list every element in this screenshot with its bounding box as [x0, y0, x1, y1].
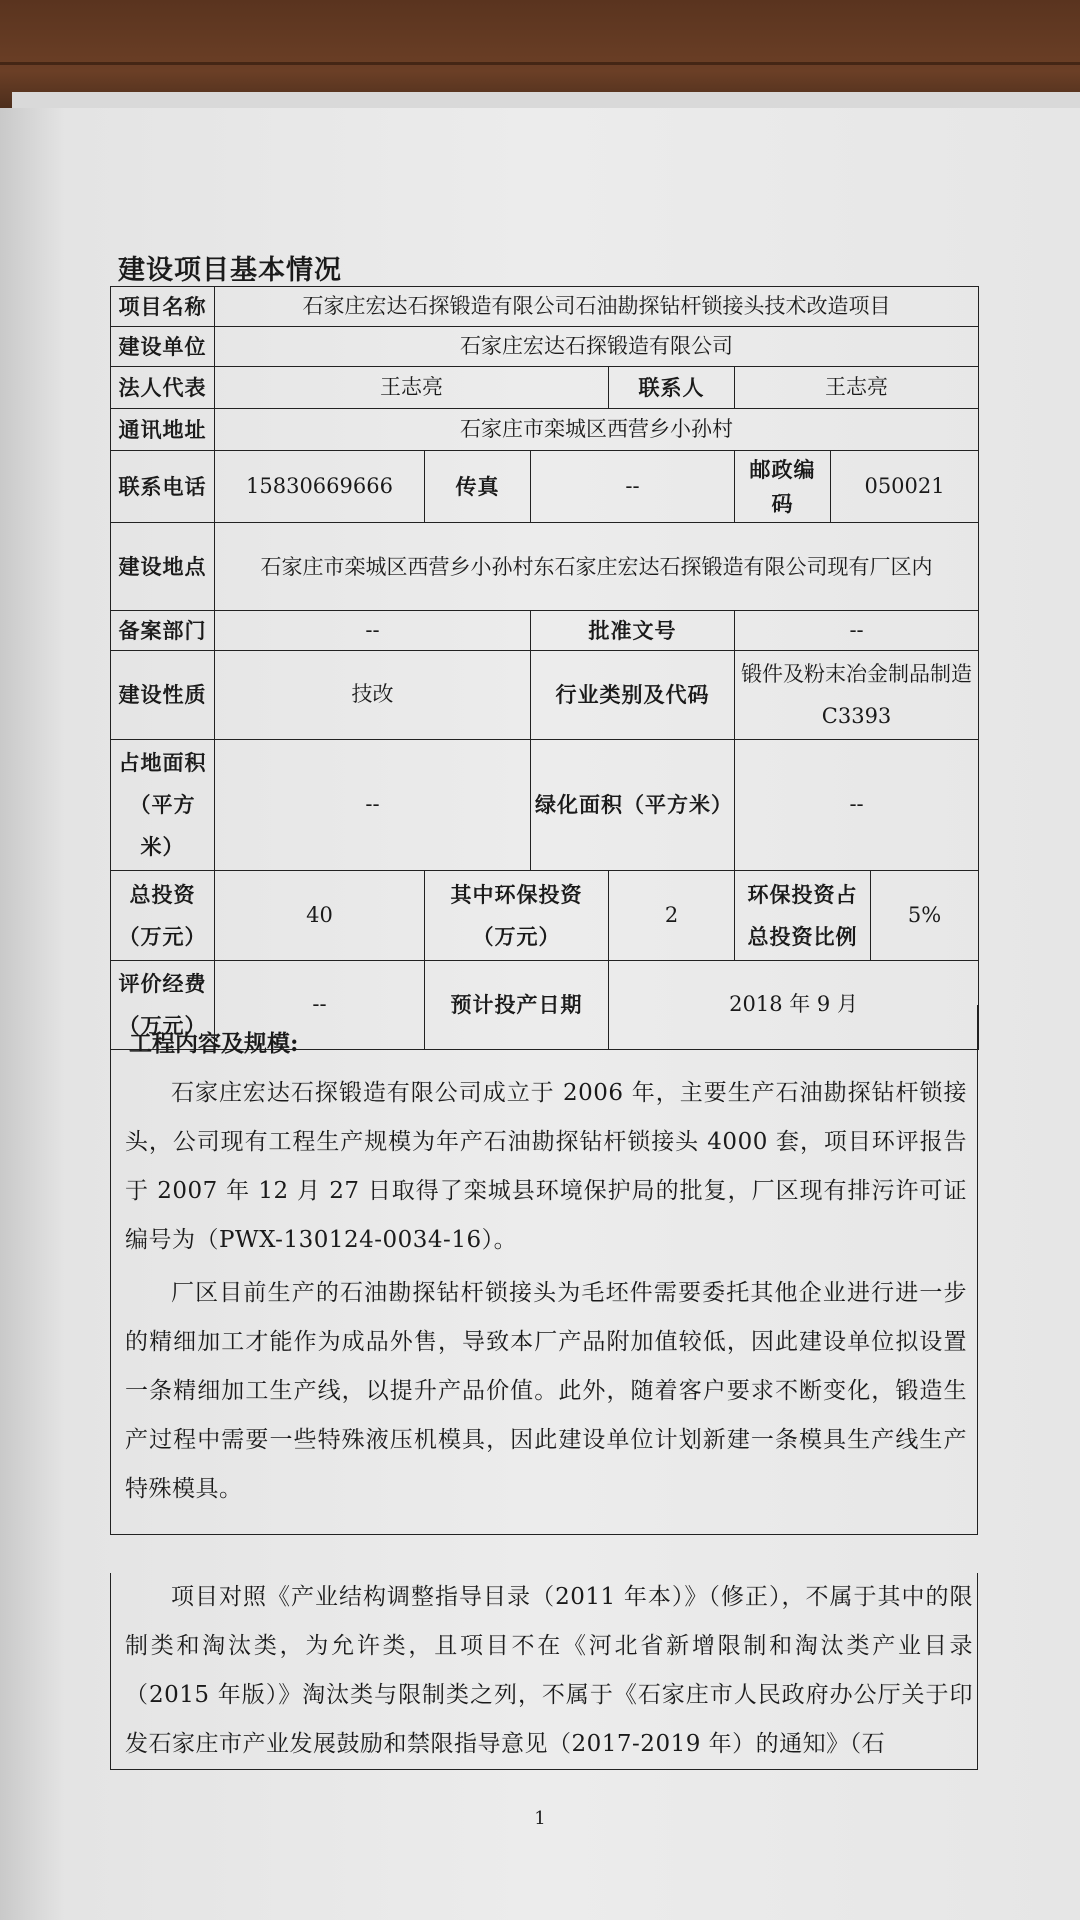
project-name-value: 石家庄宏达石探锻造有限公司石油勘探钻杆锁接头技术改造项目 — [215, 287, 979, 327]
project-content-box — [110, 1005, 978, 1535]
project-info-table — [110, 286, 979, 1050]
content-paragraph-1: 石家庄宏达石探锻造有限公司成立于 2006 年，主要生产石油勘探钻杆锁接头，公司现有工程生产规模为年产石油勘探钻杆锁接头 4000 套，项目环评报告于 2007 年 12 月 27 日取得了栾城县环境保护局的批复，厂区现有排污许可证编号为（PWX-130124-0034-16）。 — [125, 1080, 967, 1253]
address-label: 通讯地址 — [111, 409, 215, 451]
nature-value: 技改 — [215, 651, 531, 740]
section-title: 建设项目基本情况 — [118, 255, 342, 286]
industry-label: 行业类别及代码 — [531, 651, 735, 740]
approval-no-label: 批准文号 — [531, 611, 735, 651]
env-ratio-label: 环保投资占总投资比例 — [735, 871, 871, 961]
green-area-value: -- — [735, 740, 979, 871]
total-invest-label: 总投资（万元） — [111, 871, 215, 961]
nature-label: 建设性质 — [111, 651, 215, 740]
record-dept-label: 备案部门 — [111, 611, 215, 651]
record-dept-value: -- — [215, 611, 531, 651]
builder-label: 建设单位 — [111, 327, 215, 367]
green-area-label: 绿化面积（平方米） — [531, 740, 735, 871]
legal-rep-value: 王志亮 — [215, 367, 609, 409]
content-heading: 工程内容及规模: — [129, 1030, 299, 1057]
fax-value: -- — [531, 451, 735, 523]
builder-value: 石家庄宏达石探锻造有限公司 — [215, 327, 979, 367]
start-date-value: 2018 年 9 月 — [609, 961, 979, 1050]
phone-label: 联系电话 — [111, 451, 215, 523]
phone-value: 15830669666 — [215, 451, 425, 523]
start-date-label: 预计投产日期 — [425, 961, 609, 1050]
env-ratio-value: 5% — [871, 871, 979, 961]
postcode-value: 050021 — [831, 451, 979, 523]
land-area-value: -- — [215, 740, 531, 871]
postcode-label: 邮政编码 — [735, 451, 831, 523]
env-invest-value: 2 — [609, 871, 735, 961]
site-value: 石家庄市栾城区西营乡小孙村东石家庄宏达石探锻造有限公司现有厂区内 — [215, 523, 979, 611]
total-invest-value: 40 — [215, 871, 425, 961]
project-name-label: 项目名称 — [111, 287, 215, 327]
eval-fee-label: 评价经费（万元） — [111, 961, 215, 1050]
desk-seam — [0, 62, 1080, 65]
industry-value: 锻件及粉末冶金制品制造 C3393 — [735, 651, 979, 740]
contact-label: 联系人 — [609, 367, 735, 409]
contact-value: 王志亮 — [735, 367, 979, 409]
land-area-label: 占地面积（平方米） — [111, 740, 215, 871]
content-paragraph-2: 厂区目前生产的石油勘探钻杆锁接头为毛坯件需要委托其他企业进行进一步的精细加工才能作为成品外售，导致本厂产品附加值较低，因此建设单位拟设置一条精细加工生产线，以提升产品价值。此外，随着客户要求不断变化，锻造生产过程中需要一些特殊液压机模具，因此建设单位计划新建一条模具生产线生产特殊模具。 — [125, 1280, 967, 1502]
page-number: 1 — [534, 1808, 546, 1829]
fax-label: 传真 — [425, 451, 531, 523]
legal-rep-label: 法人代表 — [111, 367, 215, 409]
content-paragraph-3: 项目对照《产业结构调整指导目录（2011 年本）》（修正），不属于其中的限制类和淘汰类，为允许类，且项目不在《河北省新增限制和淘汰类产业目录（2015 年版）》淘汰类与限制类之列，不属于《石家庄市人民政府办公厅关于印发石家庄市产业发展鼓励和禁限指导意见（2017-2019 年）的通知》（石 — [110, 1573, 978, 1770]
env-invest-label: 其中环保投资（万元） — [425, 871, 609, 961]
site-label: 建设地点 — [111, 523, 215, 611]
address-value: 石家庄市栾城区西营乡小孙村 — [215, 409, 979, 451]
eval-fee-value: -- — [215, 961, 425, 1050]
approval-no-value: -- — [735, 611, 979, 651]
